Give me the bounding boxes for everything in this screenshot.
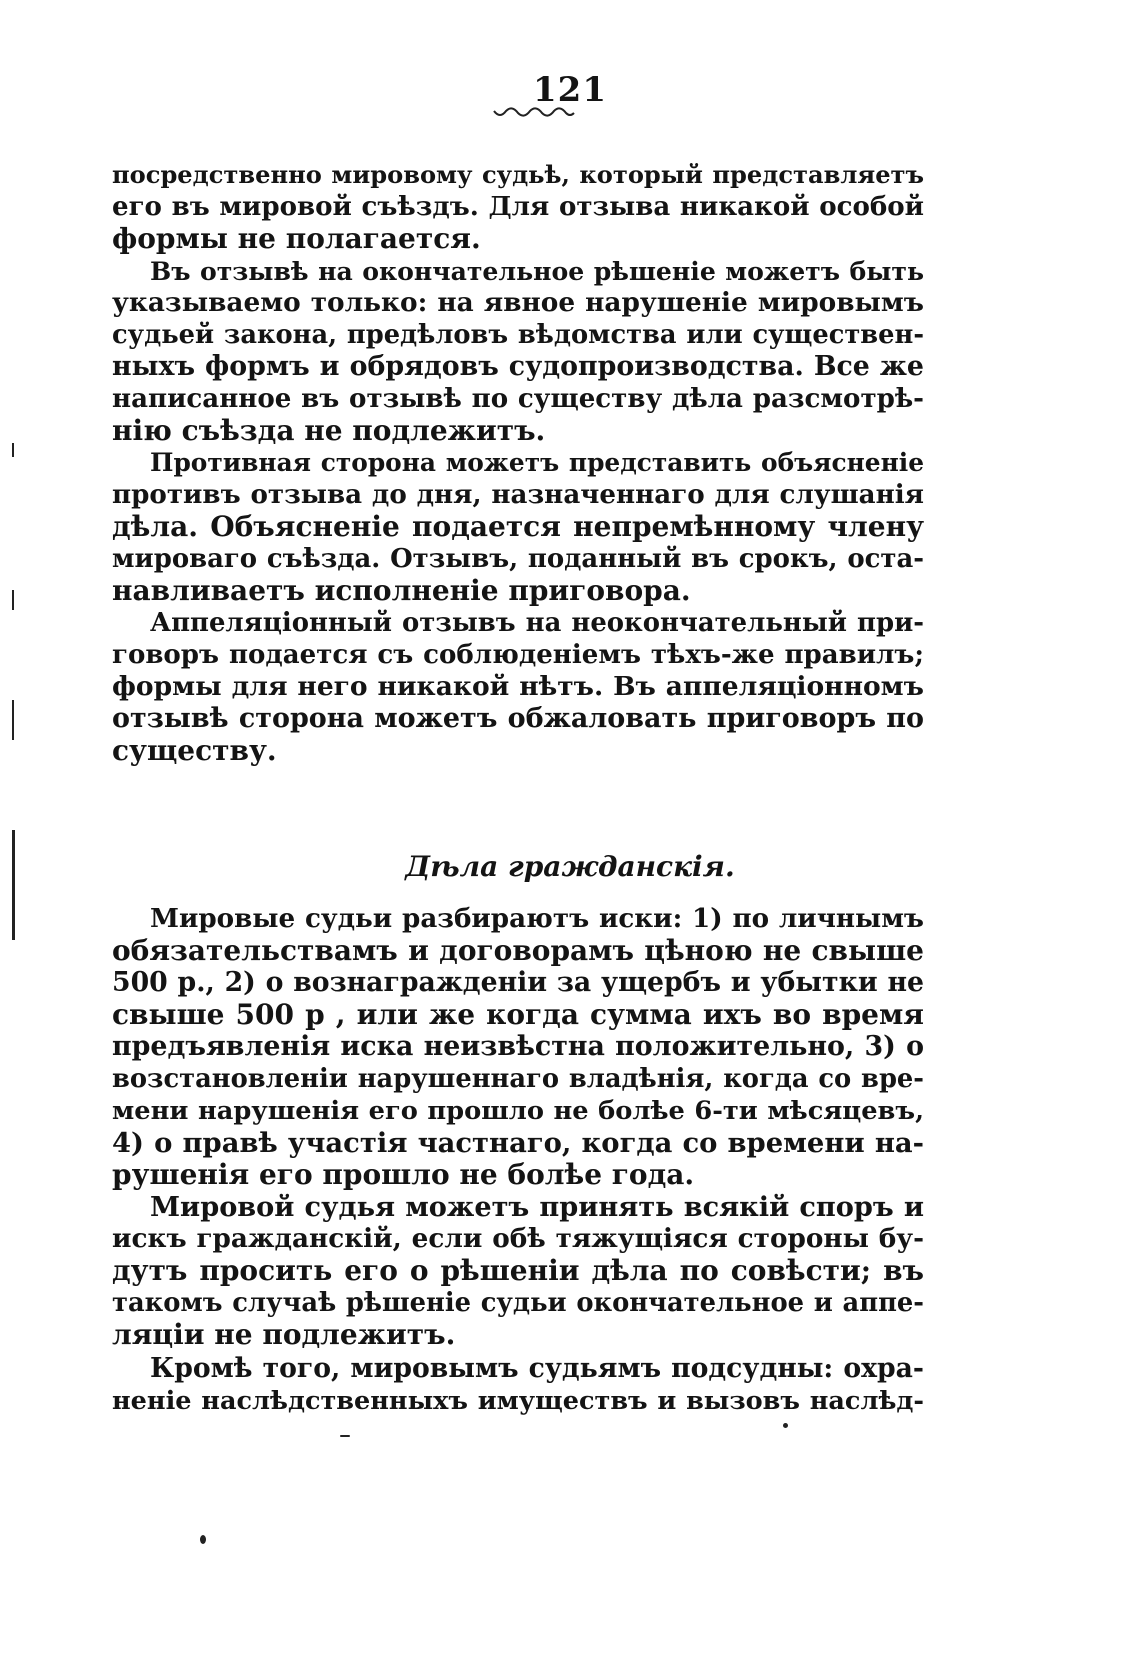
text-line: неніе наслѣдственныхъ имуществъ и вызовъ наслѣд- — [112, 1386, 924, 1416]
text-line: искъ гражданскій, если обѣ тяжущіяся стороны бу- — [112, 1223, 924, 1254]
text-line: дѣла. Объясненіе подается непремѣнному члену — [112, 510, 924, 543]
text-line: обязательствамъ и договорамъ цѣною не свыше — [112, 934, 924, 967]
text-line: мироваго съѣзда. Отзывъ, поданный въ срокъ, оста- — [112, 544, 924, 574]
text-line: отзывѣ сторона можетъ обжаловать приговоръ по — [112, 703, 924, 734]
page-number-ornament — [492, 107, 576, 121]
section-heading: Дѣла гражданскія. — [405, 850, 735, 883]
text-line: говоръ подается съ соблюденіемъ тѣхъ-же правилъ; — [112, 640, 924, 670]
text-line: формы для него никакой нѣтъ. Въ аппеляціонномъ — [112, 671, 924, 702]
text-line: Мировой судья можетъ принять всякій споръ и — [150, 1191, 924, 1223]
text-line: Аппеляціонный отзывъ на неокончательный при- — [150, 608, 924, 638]
margin-mark — [12, 590, 14, 610]
text-line: возстановленіи нарушеннаго владѣнія, когда со вре- — [112, 1064, 924, 1094]
text-line: Въ отзывѣ на окончательное рѣшеніе можетъ быть — [150, 256, 924, 286]
text-line: рушенія его прошло не болѣе года. — [112, 1158, 695, 1191]
text-line: нію съѣзда не подлежитъ. — [112, 414, 546, 447]
margin-mark — [12, 443, 14, 457]
text-line: ныхъ формъ и обрядовъ судопроизводства. Все же — [112, 351, 924, 382]
text-line: 500 р., 2) о вознагражденіи за ущербъ и убытки не — [112, 967, 924, 998]
ink-speck — [340, 1435, 350, 1437]
ink-speck — [783, 1423, 788, 1428]
margin-mark — [12, 830, 15, 940]
margin-mark — [12, 700, 14, 740]
text-line: Противная сторона можетъ представить объясненіе — [150, 448, 924, 477]
text-line: указываемо только: на явное нарушеніе мировымъ — [112, 287, 924, 318]
text-line: свыше 500 р , или же когда сумма ихъ во время — [112, 998, 924, 1031]
text-line: мени нарушенія его прошло не болѣе 6-ти мѣсяцевъ, — [112, 1096, 924, 1126]
text-line: 4) о правѣ участія частнаго, когда со времени на- — [112, 1127, 924, 1159]
text-line: дутъ просить его о рѣшеніи дѣла по совѣсти; въ — [112, 1254, 924, 1287]
ink-speck — [200, 1535, 206, 1544]
text-line: навливаетъ исполненіе приговора. — [112, 574, 691, 607]
text-line: противъ отзыва до дня, назначеннаго для слушанія — [112, 479, 924, 510]
text-line: Кромѣ того, мировымъ судьямъ подсудны: охра- — [150, 1353, 924, 1384]
text-line: ляціи не подлежитъ. — [112, 1318, 456, 1351]
text-line: написанное въ отзывѣ по существу дѣла разсмотрѣ- — [112, 384, 924, 414]
text-line: такомъ случаѣ рѣшеніе судьи окончательное и аппе- — [112, 1288, 924, 1318]
text-line: его въ мировой съѣздъ. Для отзыва никакой особой — [112, 192, 924, 222]
text-line: существу. — [112, 734, 277, 767]
page-number: 121 — [533, 70, 607, 110]
text-line: Мировые судьи разбираютъ иски: 1) по личнымъ — [150, 903, 924, 934]
text-line: посредственно мировому судьѣ, который представляетъ — [112, 160, 924, 189]
text-line: формы не полагается. — [112, 222, 481, 255]
text-line: предъявленія иска неизвѣстна положительно, 3) о — [112, 1031, 924, 1062]
text-line: судьей закона, предѣловъ вѣдомства или существен- — [112, 320, 924, 350]
